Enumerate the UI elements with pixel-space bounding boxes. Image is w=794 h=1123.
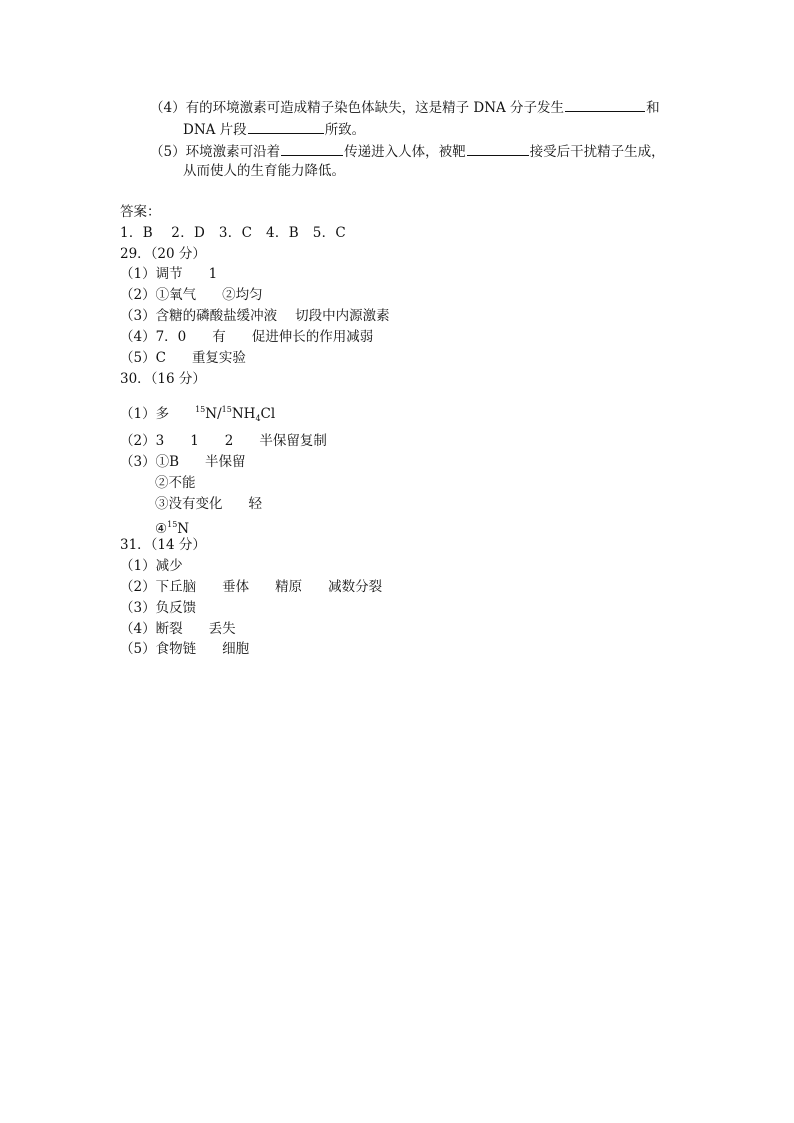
q29-answer-2: [120, 285, 263, 305]
question-text: 所致。: [324, 122, 366, 138]
q30-title: 30．（16 分）: [120, 371, 206, 387]
formula-subscript: 4: [255, 414, 261, 423]
answer-number: （2）: [120, 433, 156, 449]
question-number: （4）: [150, 100, 186, 116]
answer-number: （2）: [120, 287, 156, 303]
answer-value: 减数分裂: [328, 579, 383, 595]
isotope-superscript: 15: [221, 405, 232, 414]
answer-value: C: [155, 350, 166, 366]
answer-value: 半保留: [205, 454, 246, 470]
answer-value: 重复实验: [191, 350, 246, 366]
answer-value: 1: [190, 433, 199, 449]
q31-answer-2: [120, 577, 382, 597]
answer-value: 有: [212, 329, 226, 345]
q31-answer-4: [120, 619, 236, 639]
question-text: 传递进入人体，被靶: [344, 144, 466, 160]
answer-number: （1）: [120, 266, 156, 282]
answer-number: （3）: [120, 308, 156, 324]
answer-blank: [467, 141, 529, 156]
q30-answer-3-part-3: [155, 494, 262, 514]
answer-value: 3: [155, 433, 165, 449]
q29-answer-4: [120, 327, 373, 347]
answer-value: 轻: [248, 496, 262, 512]
answer-value: 食物链: [155, 641, 197, 657]
q30-answer-3: [120, 452, 246, 472]
answer-value: 多: [155, 406, 170, 422]
answer-value: ③没有变化: [155, 496, 223, 512]
answer-value: 负反馈: [155, 600, 197, 616]
answer-value: 下丘脑: [155, 579, 197, 595]
multiple-choice-answers: 1．B 2．D 3．C 4．B 5．C: [120, 225, 347, 241]
answer-value: 调节: [155, 266, 183, 282]
answer-number: （1）: [120, 406, 156, 422]
q30-answer-1: [120, 400, 275, 429]
question-5-line-1: [150, 141, 665, 162]
answer-number: （5）: [120, 350, 156, 366]
question-text: 和: [646, 100, 660, 116]
answer-value: 减少: [155, 558, 183, 574]
formula-part: N/: [205, 406, 222, 422]
q29-title: 29．（20 分）: [120, 246, 206, 262]
isotope-superscript: 15: [195, 405, 206, 414]
q31-answer-1: [120, 556, 183, 576]
answer-number: （4）: [120, 329, 156, 345]
answer-value: 促进伸长的作用减弱: [251, 329, 374, 345]
q30-answer-2: [120, 431, 327, 451]
q31-title: 31．（14 分）: [120, 537, 206, 553]
answer-value: 2: [224, 433, 234, 449]
q31-answer-3: [120, 598, 196, 618]
answer-value: 垂体: [222, 579, 250, 595]
q30-answer-3-part-2: ②不能: [155, 475, 196, 491]
answer-value: 切段中内源激素: [295, 308, 390, 324]
answer-blank: [565, 97, 645, 112]
q29-answer-5: [120, 348, 246, 368]
answer-value: 细胞: [222, 641, 250, 657]
answer-value: 7．0: [155, 329, 187, 345]
question-text: 有的环境激素可造成精子染色体缺失，这是精子 DNA 分子发生: [185, 100, 565, 116]
question-text: 接受后干扰精子生成，: [529, 144, 665, 160]
answer-value: 1: [208, 266, 218, 282]
isotope-superscript: 15: [167, 520, 178, 529]
answer-value: 精原: [275, 579, 303, 595]
question-4-line-1: [150, 97, 660, 118]
question-text: 环境激素可沿着: [185, 144, 281, 160]
question-text: 从而使人的生育能力降低。: [183, 163, 345, 179]
answer-value: ④: [155, 521, 168, 537]
answer-number: （2）: [120, 579, 156, 595]
answer-value: 含糖的磷酸盐缓冲液: [155, 308, 278, 324]
answer-number: （1）: [120, 558, 156, 574]
answer-value: ①氧气: [155, 287, 197, 303]
answer-blank: [248, 119, 324, 134]
question-4-line-2: [183, 119, 365, 140]
answer-number: （3）: [120, 600, 156, 616]
answer-value: 半保留复制: [259, 433, 327, 449]
answer-number: （4）: [120, 621, 156, 637]
formula-part: Cl: [260, 406, 276, 422]
question-number: （5）: [150, 144, 186, 160]
answer-value: ①B: [155, 454, 180, 470]
answer-value: 丢失: [208, 621, 236, 637]
answer-value: N: [177, 521, 190, 537]
answer-number: （5）: [120, 641, 156, 657]
answer-blank: [281, 141, 343, 156]
answer-value: 断裂: [155, 621, 183, 637]
answers-heading: 答案：: [120, 204, 161, 220]
formula-part: NH: [231, 406, 256, 422]
answer-value: ②均匀: [222, 287, 263, 303]
q29-answer-1: [120, 264, 217, 284]
question-text: DNA 片段: [183, 122, 247, 138]
q29-answer-3: [120, 306, 390, 326]
question-5-line-2: [183, 161, 345, 181]
q31-answer-5: [120, 639, 249, 659]
answer-number: （3）: [120, 454, 156, 470]
